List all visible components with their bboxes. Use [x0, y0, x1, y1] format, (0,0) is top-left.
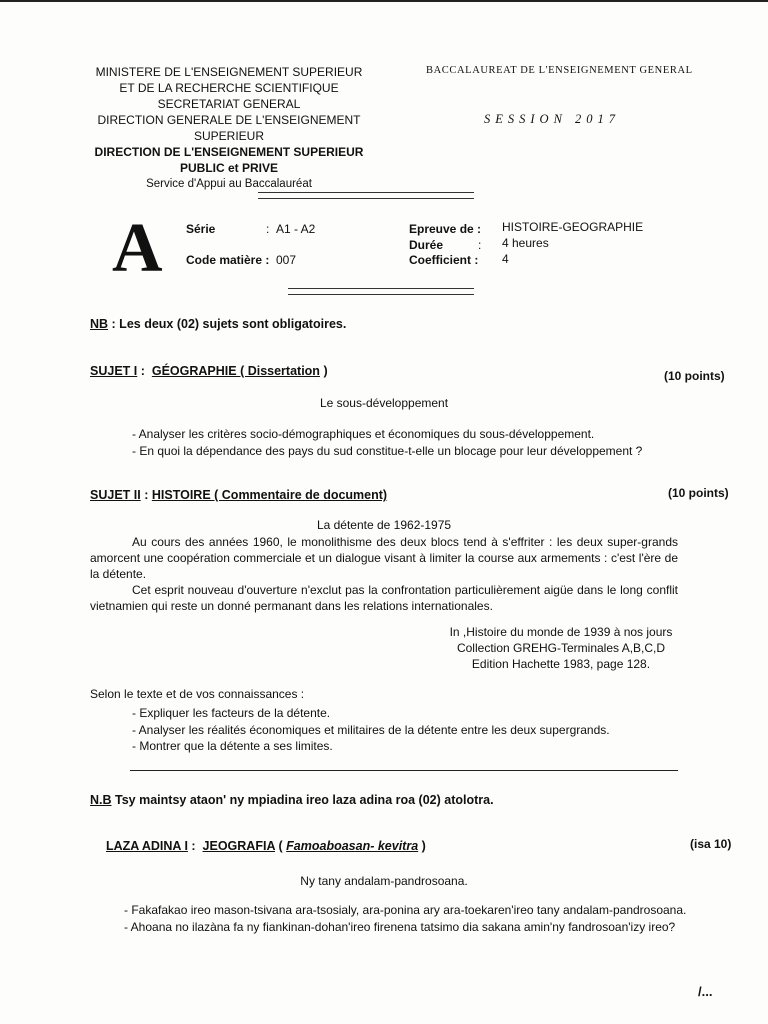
list-item: - Ahoana no ilazàna fa ny fiankinan-dohan'ireo firenena tatsimo dia sakana amin'ny fandrosoan'izy ireo?	[124, 919, 676, 934]
list-item: - Expliquer les facteurs de la détente.	[132, 706, 331, 720]
sujet2-label: SUJET II	[90, 488, 141, 502]
page-top-border	[0, 0, 768, 2]
ministry-line: SECRETARIAT GENERAL	[157, 97, 301, 111]
laza1-points: (isa 10)	[690, 837, 732, 851]
laza1-subtitle: Famoaboasan- kevitra	[286, 839, 419, 853]
sujet1-label: SUJET I	[90, 364, 138, 378]
document-reference	[446, 624, 676, 672]
direction-line: PUBLIC et PRIVE	[179, 161, 278, 175]
session-label: SESSION 2017	[484, 112, 621, 126]
sujet1-heading	[90, 364, 328, 378]
serie-separator: :	[266, 222, 270, 236]
nb-label: NB	[90, 317, 109, 331]
sujet1-title: GÉOGRAPHIE ( Dissertation	[151, 364, 320, 378]
code-label: Code matière :	[186, 253, 270, 267]
separator-line	[288, 288, 474, 295]
ministry-line: ET DE LA RECHERCHE SCIENTIFIQUE	[119, 81, 339, 95]
epreuve-value: HISTOIRE-GEOGRAPHIE	[502, 220, 644, 234]
sujet2-questions	[132, 705, 610, 755]
reference-line: Collection GREHG-Terminales A,B,C,D	[456, 641, 666, 655]
nb-malagasy	[90, 793, 494, 807]
code-value: 007	[276, 253, 297, 267]
sujet1-subject: Le sous-développement	[319, 396, 449, 410]
service-line: Service d'Appui au Baccalauréat	[146, 178, 312, 190]
nb-malagasy-text: Tsy maintsy ataon' ny mpiadina ireo laza adina roa (02) atolotra.	[115, 793, 494, 807]
section-divider	[130, 770, 678, 771]
coefficient-label: Coefficient :	[409, 253, 479, 267]
reference-line: Edition Hachette 1983, page 128.	[471, 657, 651, 671]
document-paragraph: Au cours des années 1960, le monolithisme des deux blocs tend à s'effriter : les deux super-grands amorcent une coopération commerciale et un dialogue visant à limiter la course aux armements : c'est l'ère de la détente.	[90, 535, 678, 581]
sujet2-heading	[90, 488, 387, 502]
serie-label: Série	[186, 222, 216, 236]
laza1-label: LAZA ADINA I	[106, 839, 188, 853]
sujet1-points: (10 points)	[664, 369, 725, 383]
nb-malagasy-label: N.B	[90, 793, 112, 807]
ministry-line: SUPERIEUR	[193, 129, 264, 143]
list-item: - Montrer que la détente a ses limites.	[132, 739, 333, 753]
document-title: La détente de 1962-1975	[316, 518, 452, 532]
laza1-close: )	[421, 839, 426, 853]
direction-line: DIRECTION DE L'ENSEIGNEMENT SUPERIEUR	[94, 145, 364, 159]
list-item: - Fakafakao ireo mason-tsivana ara-tsosialy, ara-ponina ary ara-toekaren'ireo tany andalam-pandrosoana.	[124, 903, 687, 917]
sujet2-separator: :	[144, 488, 149, 502]
laza1-separator: :	[191, 839, 196, 853]
list-item: - Analyser les critères socio-démographiques et économiques du sous-développement.	[132, 427, 595, 441]
institution-header	[84, 64, 374, 192]
reference-line: In ,Histoire du monde de 1939 à nos jours	[449, 625, 673, 639]
nb-text: : Les deux (02) sujets sont obligatoires.	[111, 317, 347, 331]
ministry-line: MINISTERE DE L'ENSEIGNEMENT SUPERIEUR	[95, 65, 363, 79]
list-item: - Analyser les réalités économiques et militaires de la détente entre les deux supergrands.	[132, 722, 610, 737]
sujet2-intro: Selon le texte et de vos connaissances :	[90, 687, 305, 701]
laza1-questions	[124, 902, 686, 935]
sujet1-separator: :	[140, 364, 145, 378]
epreuve-label: Epreuve de :	[409, 222, 482, 236]
duree-value: 4 heures	[502, 236, 549, 250]
coefficient-value: 4	[502, 252, 509, 266]
laza1-subject: Ny tany andalam-pandrosoana.	[300, 874, 468, 888]
sujet2-title: HISTOIRE ( Commentaire de document)	[151, 488, 388, 502]
sujet1-questions	[132, 426, 642, 459]
duree-label: Durée	[409, 238, 444, 252]
nb-note	[90, 317, 346, 331]
continued-marker: /...	[698, 984, 713, 999]
document-text	[90, 534, 678, 614]
exam-name: BACCALAUREAT DE L'ENSEIGNEMENT GENERAL	[426, 65, 693, 76]
series-logo: A	[112, 210, 163, 287]
ministry-line: DIRECTION GENERALE DE L'ENSEIGNEMENT	[97, 113, 361, 127]
document-paragraph: Cet esprit nouveau d'ouverture n'exclut pas la confrontation particulièrement aigüe dans le long conflit vietnamien qui reste un donné permanant dans les relations internationales.	[90, 583, 678, 613]
serie-value: A1 - A2	[276, 222, 316, 236]
list-item: - En quoi la dépendance des pays du sud constitue-t-elle un blocage pour leur développement ?	[132, 443, 643, 458]
laza1-title: JEOGRAFIA	[202, 839, 276, 853]
laza1-open: (	[278, 839, 283, 853]
laza1-heading	[106, 839, 426, 853]
separator-line	[258, 192, 474, 199]
duree-separator: :	[478, 238, 482, 252]
sujet2-points: (10 points)	[668, 486, 729, 500]
sujet1-title-close: )	[323, 364, 328, 378]
